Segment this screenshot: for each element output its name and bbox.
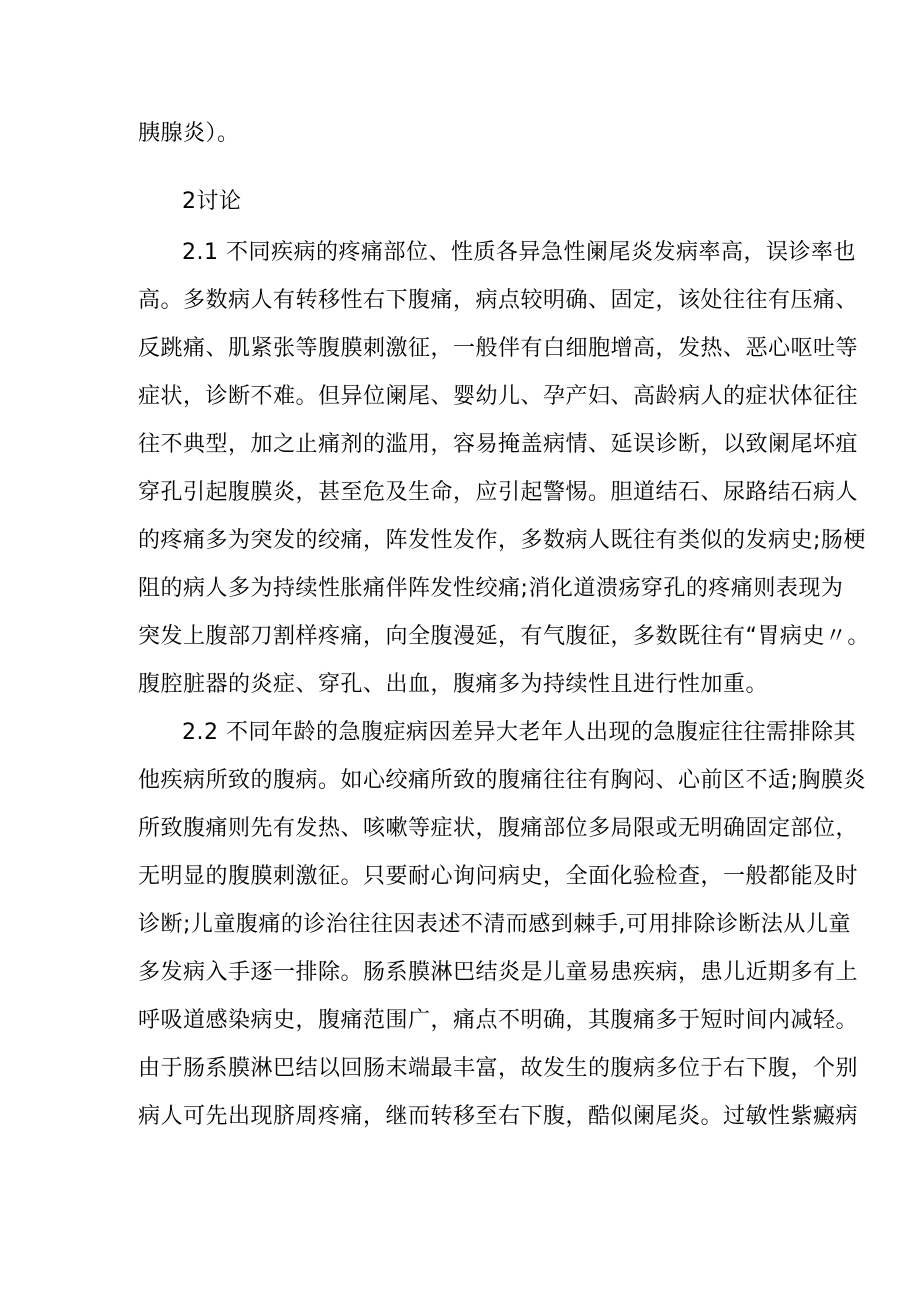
text-line-8: 穿孔引起腹膜炎，甚至危及生命，应引起警惕。胆道结石、尿路结石病人 — [138, 480, 859, 505]
text-line-17: 诊断;儿童腹痛的诊治往往因表述不清而感到棘手,可用排除诊断法从儿童 — [138, 912, 851, 937]
text-line-10: 阻的病人多为持续性胀痛伴阵发性绞痛;消化道溃疡穿孔的疼痛则表现为 — [138, 576, 844, 601]
text-line-9: 的疼痛多为突发的绞痛，阵发性发作，多数病人既往有类似的发病史;肠梗 — [138, 528, 866, 553]
subsection-2-1-first-line: 2.1 不同疾病的疼痛部位、性质各异急性阑尾炎发病率高，误诊率也 — [182, 240, 856, 265]
text-line-20: 由于肠系膜淋巴结以回肠末端最丰富，故发生的腹病多位于右下腹，个别 — [138, 1056, 859, 1081]
text-line-12: 腹腔脏器的炎症、穿孔、出血，腹痛多为持续性且进行性加重。 — [138, 672, 769, 697]
text-line-1: 胰腺炎）。 — [138, 121, 240, 146]
text-line-15: 所致腹痛则先有发热、咳嗽等症状，腹痛部位多局限或无明确固定部位， — [138, 816, 859, 841]
subsection-2-2-first-line: 2.2 不同年龄的急腹症病因差异大老年人出现的急腹症往往需排除其 — [182, 720, 856, 745]
text-line-16: 无明显的腹膜刺激征。只要耐心询问病史，全面化验检查，一般都能及时 — [138, 864, 859, 889]
text-line-19: 呼吸道感染病史，腹痛范围广，痛点不明确，其腹痛多于短时间内减轻。 — [138, 1008, 859, 1033]
section-heading-discussion: 2讨论 — [182, 189, 242, 214]
text-line-11: 突发上腹部刀割样疼痛，向全腹漫延，有气腹征，多数既往有“胃病史〃。 — [138, 624, 870, 649]
text-line-7: 往不典型，加之止痛剂的滥用，容易掩盖病情、延误诊断，以致阑尾坏疽 — [138, 432, 859, 457]
text-line-18: 多发病入手逐一排除。肠系膜淋巴结炎是儿童易患疾病，患儿近期多有上 — [138, 960, 859, 985]
text-line-21: 病人可先出现脐周疼痛，继而转移至右下腹，酷似阑尾炎。过敏性紫癜病 — [138, 1104, 859, 1129]
text-line-5: 反跳痛、肌紧张等腹膜刺激征，一般伴有白细胞增高，发热、恶心呕吐等 — [138, 336, 859, 361]
text-line-14: 他疾病所致的腹病。如心绞痛所致的腹痛往往有胸闷、心前区不适;胸膜炎 — [138, 768, 866, 793]
text-line-4: 高。多数病人有转移性右下腹痛，病点较明确、固定，该处往往有压痛、 — [138, 288, 859, 313]
text-line-6: 症状，诊断不难。但异位阑尾、婴幼儿、孕产妇、高龄病人的症状体征往 — [138, 384, 859, 409]
